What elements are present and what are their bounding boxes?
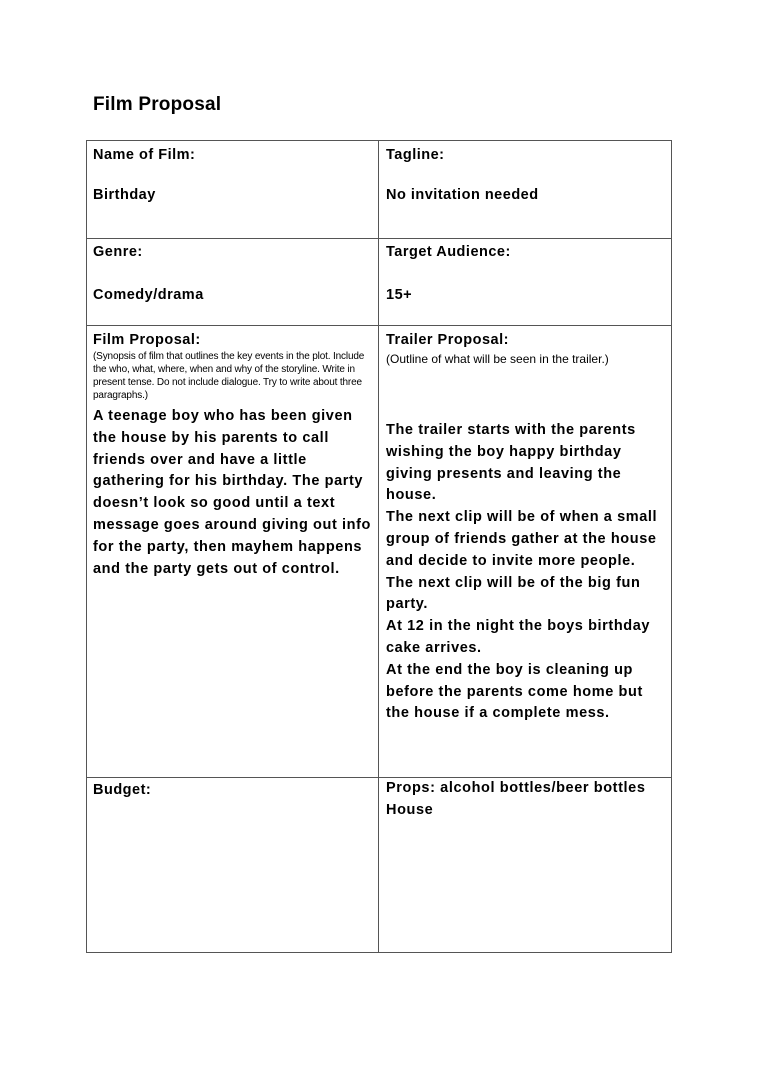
row-divider <box>86 325 672 326</box>
trailer-proposal-label: Trailer Proposal: <box>386 332 509 348</box>
film-proposal-instructions: (Synopsis of film that outlines the key events in the plot. Include the who, what, where, when and why of the storyline. Write in present tense. Do not include dialogue. Try to write about three paragraphs.) <box>93 351 365 401</box>
props-list <box>386 778 668 822</box>
trailer-proposal-instructions: (Outline of what will be seen in the trailer.) <box>386 352 609 366</box>
trailer-line: At the end the boy is cleaning up before the parents come home but the house if a complete mess. <box>386 661 643 722</box>
trailer-line: The trailer starts with the parents wishing the boy happy birthday giving presents and leaving the house. <box>386 422 636 504</box>
trailer-outline <box>386 420 668 725</box>
film-synopsis: A teenage boy who has been given the house by his parents to call friends over and have a little gathering for his birthday. The party doesn’t look so good until a text message goes around giving out info for the party, then mayhem happens and the party gets out of control. <box>93 408 371 577</box>
trailer-line: At 12 in the night the boys birthday cake arrives. <box>386 618 651 656</box>
props-text: Props: alcohol bottles/beer bottles <box>386 780 646 796</box>
genre-label: Genre: <box>93 244 143 260</box>
tagline-value: No invitation needed <box>386 187 539 203</box>
tagline-label: Tagline: <box>386 147 445 163</box>
target-audience-label: Target Audience: <box>386 244 511 260</box>
row-divider <box>86 238 672 239</box>
page-title: Film Proposal <box>93 94 222 115</box>
genre-value: Comedy/drama <box>93 287 204 303</box>
props-item: House <box>386 801 434 818</box>
name-of-film-value: Birthday <box>93 187 156 203</box>
budget-label: Budget: <box>93 782 152 798</box>
trailer-line: The next clip will be of when a small group of friends gather at the house and decide to invite more people. <box>386 509 658 569</box>
column-divider <box>378 140 379 953</box>
film-proposal-label: Film Proposal: <box>93 332 201 348</box>
name-of-film-label: Name of Film: <box>93 147 196 163</box>
trailer-line: The next clip will be of the big fun party. <box>386 574 641 613</box>
target-audience-value: 15+ <box>386 287 413 303</box>
